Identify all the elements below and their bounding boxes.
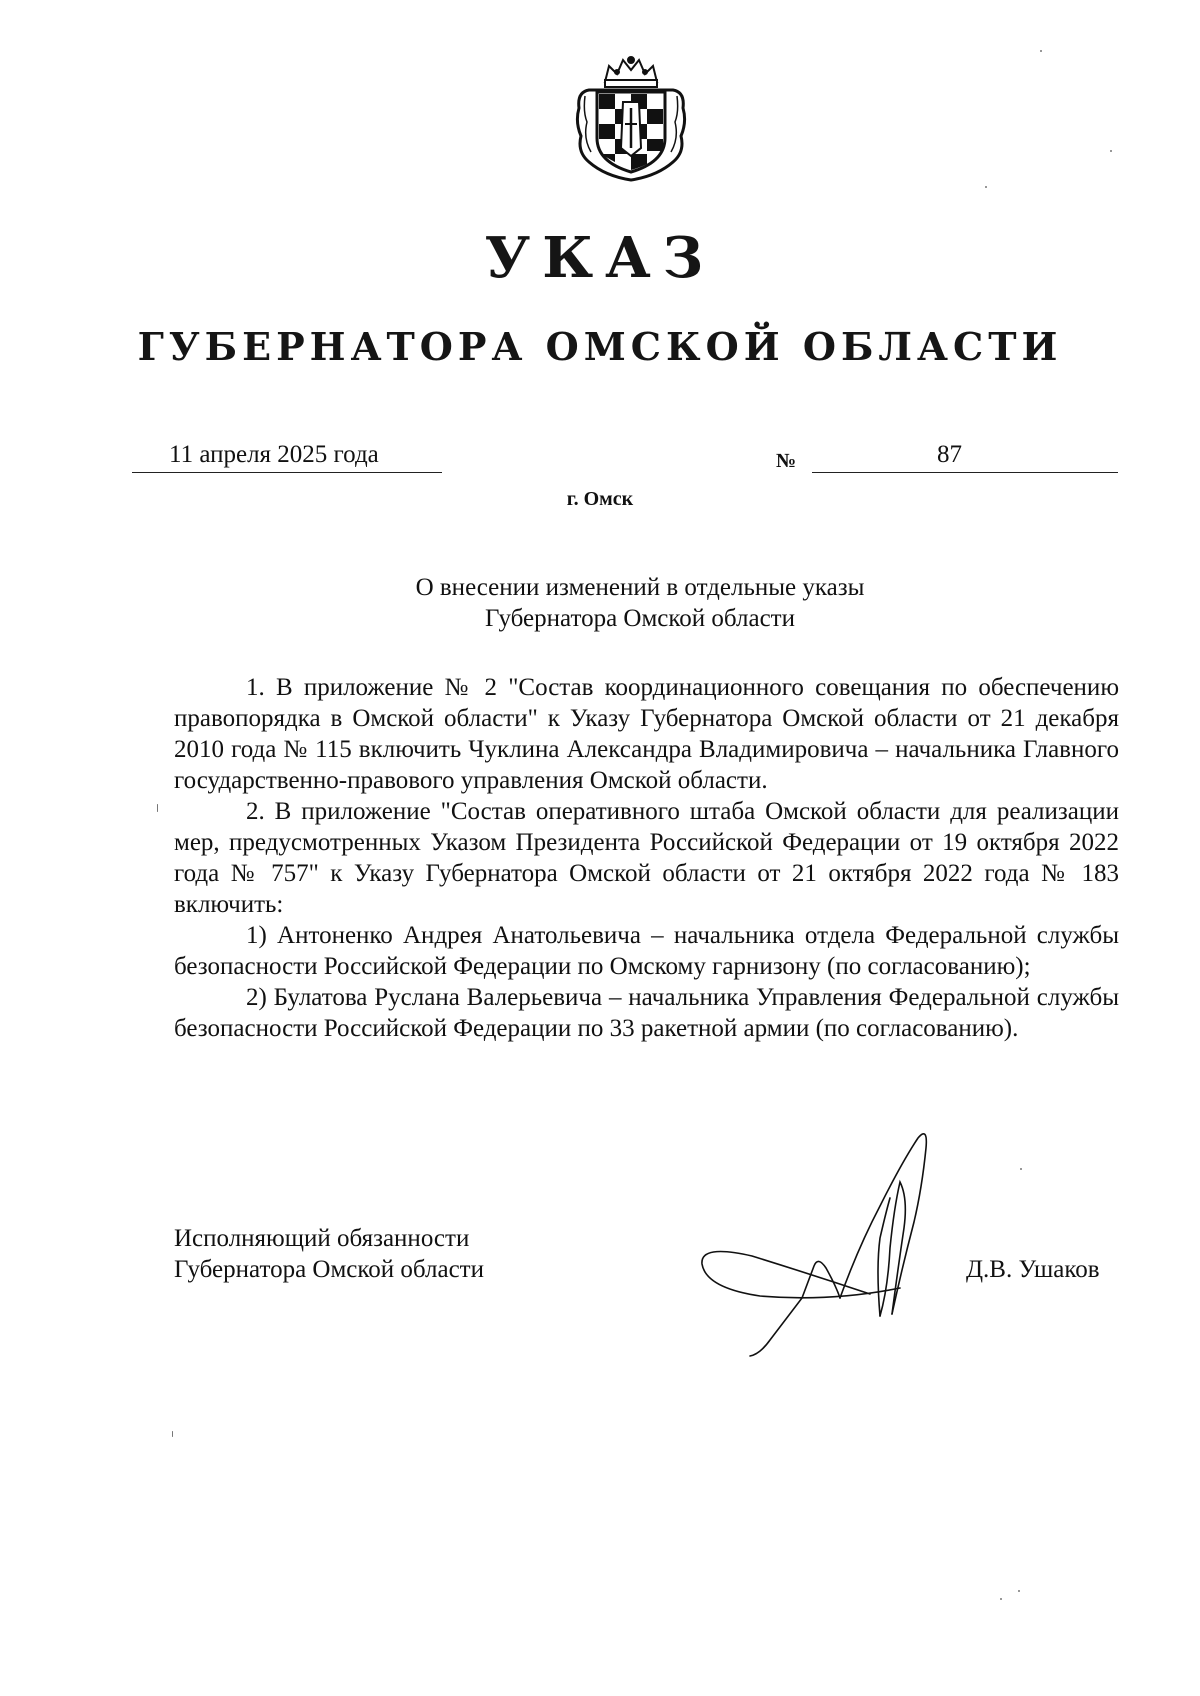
signer-position xyxy=(174,1223,594,1285)
scan-speck xyxy=(1020,1168,1022,1170)
signer-name: Д.В. Ушаков xyxy=(966,1256,1100,1283)
date-value: 11 апреля 2025 года xyxy=(169,441,379,468)
coat-of-arms-icon xyxy=(571,52,691,184)
heading-line-1: О внесении изменений в отдельные указы xyxy=(415,574,865,601)
heading-line-2: Губернатора Омской области xyxy=(485,605,795,632)
paragraph: 2. В приложение "Состав оперативного штаба Омской области для реализации мер, предусмотренных Указом Президента Российской Федерации от 19 октября 2022 года № 757" к Указу Губернатора Омской области от 21 октября 2022 года № 183 включить: xyxy=(174,798,1119,918)
scan-speck xyxy=(1000,1598,1002,1600)
paragraph: 1. В приложение № 2 "Состав координационного совещания по обеспечению правопорядка в Омской области" к Указу Губернатора Омской области от 21 декабря 2010 года № 115 включить Чуклина Александра Владимировича – начальника Главного государственно-правового управления Омской области. xyxy=(174,674,1119,794)
document-subtitle: ГУБЕРНАТОРА ОМСКОЙ ОБЛАСТИ xyxy=(137,324,1063,369)
scan-speck xyxy=(1040,50,1042,52)
scan-speck xyxy=(172,1431,173,1437)
paragraph: 2) Булатова Руслана Валерьевича – начальника Управления Федеральной службы безопасности Российской Федерации по 33 ракетной армии (по согласованию). xyxy=(174,984,1119,1042)
decree-heading xyxy=(360,572,920,634)
number-label: № xyxy=(776,450,797,472)
number-field xyxy=(812,440,1118,473)
signer-position-line-1: Исполняющий обязанности xyxy=(174,1225,470,1252)
handwritten-signature-icon xyxy=(690,1118,1020,1388)
document-title: УКАЗ xyxy=(484,225,716,291)
signer-position-line-2: Губернатора Омской области xyxy=(174,1256,484,1283)
scan-speck xyxy=(985,186,987,188)
city: г. Омск xyxy=(566,488,634,510)
number-value: 87 xyxy=(937,441,962,468)
paragraph: 1) Антоненко Андрея Анатольевича – начальника отдела Федеральной службы безопасности Российской Федерации по Омскому гарнизону (по согласованию); xyxy=(174,922,1119,980)
scan-speck xyxy=(1110,150,1112,152)
scan-speck xyxy=(157,804,158,812)
scan-speck xyxy=(1018,1590,1020,1592)
decree-body xyxy=(174,672,1119,1044)
date-field xyxy=(132,440,442,473)
